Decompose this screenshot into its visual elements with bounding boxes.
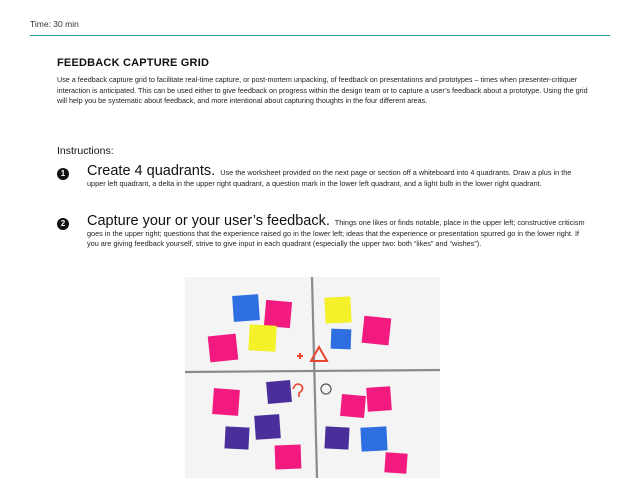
sticky-note: [366, 386, 392, 412]
sticky-note: [324, 296, 351, 323]
sticky-note: [208, 334, 239, 363]
page-title: FEEDBACK CAPTURE GRID: [57, 57, 210, 69]
step-1-number: 1: [57, 168, 69, 180]
sticky-note: [264, 300, 292, 328]
step-2-text: Things one likes or finds notable, place in the upper left; constructive criticism goes in the upper right; questions that the experience raised go in the lower left; ideas that the experience or presentation spurred go in the lower right. If you are giving feedback yourself, strive to give input in each quadrant (especially the upper two: both “likes” and “wishes”).: [87, 218, 585, 249]
step-2-body: [87, 213, 592, 250]
sticky-note: [212, 388, 240, 416]
step-1-text: Use the worksheet provided on the next page or section off a whiteboard into 4 quadrants. Draw a plus in the upper left quadrant, a delta in the upper right quadrant, a question mark in the lower left quadrant, and a light bulb in the lower right quadrant.: [87, 168, 572, 188]
sticky-note: [248, 324, 276, 351]
step-1-body: [87, 163, 592, 189]
header-divider: [30, 35, 610, 36]
sticky-note: [224, 426, 249, 449]
time-label: Time: 30 min: [30, 19, 79, 29]
whiteboard-photo: [185, 277, 440, 478]
sticky-note: [360, 426, 387, 451]
sticky-note: [275, 445, 302, 470]
sticky-note: [331, 329, 352, 350]
sticky-note: [362, 316, 392, 346]
step-2-number: 2: [57, 218, 69, 230]
sticky-note: [340, 394, 366, 418]
step-2-heading: Capture your or your user’s feedback.: [87, 213, 330, 229]
intro-paragraph: Use a feedback capture grid to facilitate real-time capture, or post-mortem unpacking, of feedback on presentations and prototypes – times when presenter-critiquer interaction is anticipated. This can be used either to give feedback on progress within the design team or to capture a user’s feedback about a prototype. Using the grid will help you be systematic about feedback, and more intentional about capturing thoughts in the four different areas.: [57, 75, 588, 106]
sticky-note: [266, 380, 292, 404]
sticky-note: [384, 452, 407, 473]
whiteboard-illustration: [185, 277, 440, 478]
instructions-heading: Instructions:: [57, 145, 114, 157]
sticky-note: [324, 426, 349, 449]
sticky-note: [254, 414, 281, 440]
sticky-note: [232, 294, 260, 322]
step-1-heading: Create 4 quadrants.: [87, 163, 216, 179]
